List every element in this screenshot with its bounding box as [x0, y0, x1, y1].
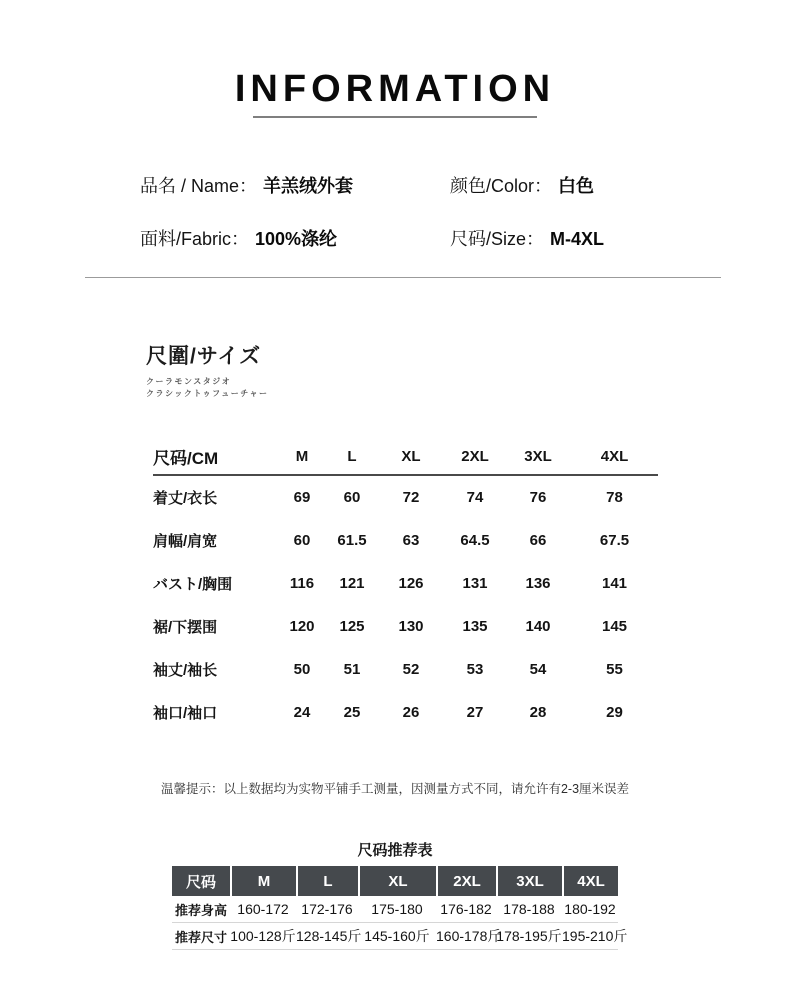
- column-header-m: M: [295, 447, 309, 465]
- cell-value: 72: [402, 489, 420, 506]
- cell-value: 60: [343, 489, 361, 506]
- product-field-size: [450, 225, 604, 251]
- cell-value: 145-160斤: [364, 928, 430, 944]
- column-header-4xl: 4XL: [600, 447, 629, 465]
- cell-value: 128-145斤: [296, 928, 362, 944]
- cell-value: 78: [606, 489, 623, 506]
- cell-value: 136: [525, 575, 551, 592]
- cell-value: 130: [398, 618, 424, 635]
- cell-value: 26: [402, 704, 420, 721]
- cell-value: 172-176: [301, 901, 353, 917]
- recommend-row-weight: [172, 923, 628, 950]
- brand-tagline-line2: クラシックトゥフューチャー: [146, 388, 269, 398]
- column-header-l: L: [347, 447, 357, 465]
- size-table-corner-label: 尺码/CM: [153, 448, 219, 468]
- cell-value: 131: [462, 575, 488, 592]
- table-row: [153, 691, 658, 734]
- field-value: 羊羔绒外套: [263, 176, 354, 196]
- cell-value: 176-182: [440, 901, 492, 917]
- table-row: [153, 476, 658, 519]
- recommend-row-height: [172, 896, 618, 923]
- cell-value: 64.5: [460, 532, 490, 549]
- cell-value: 121: [339, 575, 365, 592]
- recommend-table-title: 尺码推荐表: [357, 842, 433, 859]
- table-row: [153, 562, 658, 605]
- cell-value: 28: [529, 704, 547, 721]
- cell-value: 126: [398, 575, 424, 592]
- section-divider: [85, 277, 721, 278]
- table-row: [153, 605, 658, 648]
- cell-value: 24: [293, 704, 311, 721]
- column-header-xl: XL: [401, 447, 421, 465]
- cell-value: 125: [339, 618, 365, 635]
- field-label: 品名 / Name：: [140, 176, 258, 196]
- cell-value: 120: [289, 618, 315, 635]
- cell-value: 160-178斤: [436, 928, 502, 944]
- recommend-header-2xl: 2XL: [436, 866, 496, 896]
- recommend-header-l: L: [296, 866, 358, 896]
- cell-value: 51: [343, 661, 361, 678]
- cell-value: 69: [293, 489, 311, 506]
- field-value: 白色: [558, 176, 595, 196]
- cell-value: 61.5: [337, 532, 367, 549]
- recommend-header-row: [172, 866, 618, 896]
- cell-value: 141: [601, 575, 628, 592]
- product-field-fabric: [140, 225, 337, 251]
- recommend-header-xl: XL: [358, 866, 436, 896]
- field-label: 面料/Fabric：: [140, 229, 250, 249]
- cell-value: 140: [525, 618, 551, 635]
- cell-value: 53: [466, 661, 484, 678]
- cell-value: 27: [466, 704, 484, 721]
- brand-block: [146, 340, 269, 399]
- column-header-2xl: 2XL: [461, 447, 489, 465]
- cell-value: 76: [529, 489, 547, 506]
- row-label: バスト/胸围: [153, 576, 233, 593]
- cell-value: 116: [289, 575, 315, 592]
- row-label: 肩幅/肩宽: [153, 533, 218, 550]
- page-title: INFORMATION: [234, 68, 556, 110]
- field-label: 尺码/Size：: [450, 229, 545, 249]
- brand-tagline: [146, 376, 269, 399]
- cell-value: 67.5: [599, 532, 630, 549]
- recommend-header-4xl: 4XL: [562, 866, 618, 896]
- cell-value: 178-195斤: [496, 928, 562, 944]
- column-header-3xl: 3XL: [524, 447, 552, 465]
- field-label: 颜色/Color：: [450, 176, 553, 196]
- page-title-wrap: [0, 68, 790, 111]
- measurement-note: 温馨提示：以上数据均为实物平铺手工测量，因测量方式不同，请允许有2-3厘米误差: [160, 782, 630, 796]
- cell-value: 55: [606, 661, 623, 678]
- cell-value: 160-172: [237, 901, 289, 917]
- cell-value: 145: [601, 618, 628, 635]
- brand-logo: 尺圍/サイズ: [146, 345, 262, 368]
- cell-value: 52: [402, 661, 420, 678]
- cell-value: 50: [293, 661, 311, 678]
- size-table-header-row: [153, 438, 658, 476]
- cell-value: 178-188: [503, 901, 555, 917]
- cell-value: 63: [402, 532, 420, 549]
- cell-value: 175-180: [371, 901, 423, 917]
- row-label: 推荐身高: [174, 902, 227, 918]
- product-field-color: [450, 172, 594, 198]
- row-label: 着丈/衣长: [153, 490, 218, 507]
- recommend-header-size: 尺码: [185, 873, 216, 891]
- row-label: 袖丈/袖长: [153, 662, 218, 679]
- field-value: 100%涤纶: [255, 229, 338, 249]
- row-label: 裾/下摆围: [153, 619, 218, 636]
- table-row: [153, 519, 658, 562]
- recommend-header-m: M: [230, 866, 296, 896]
- cell-value: 135: [462, 618, 488, 635]
- title-underline: [253, 116, 537, 118]
- field-value: M-4XL: [550, 229, 605, 249]
- cell-value: 54: [529, 661, 547, 678]
- cell-value: 100-128斤: [230, 928, 296, 944]
- cell-value: 29: [606, 704, 623, 721]
- cell-value: 66: [529, 532, 547, 549]
- table-row: [153, 648, 658, 691]
- cell-value: 74: [466, 489, 484, 506]
- product-field-name: [140, 172, 353, 198]
- cell-value: 180-192: [564, 901, 616, 917]
- cell-value: 195-210斤: [562, 928, 628, 944]
- row-label: 袖口/袖口: [153, 705, 218, 722]
- cell-value: 25: [343, 704, 361, 721]
- size-recommend-table: [172, 866, 628, 950]
- cell-value: 60: [293, 532, 311, 549]
- recommend-header-3xl: 3XL: [496, 866, 562, 896]
- brand-tagline-line1: クーラモンスタジオ: [146, 377, 232, 386]
- row-label: 推荐尺寸: [174, 929, 227, 945]
- size-measurement-table: [153, 438, 658, 734]
